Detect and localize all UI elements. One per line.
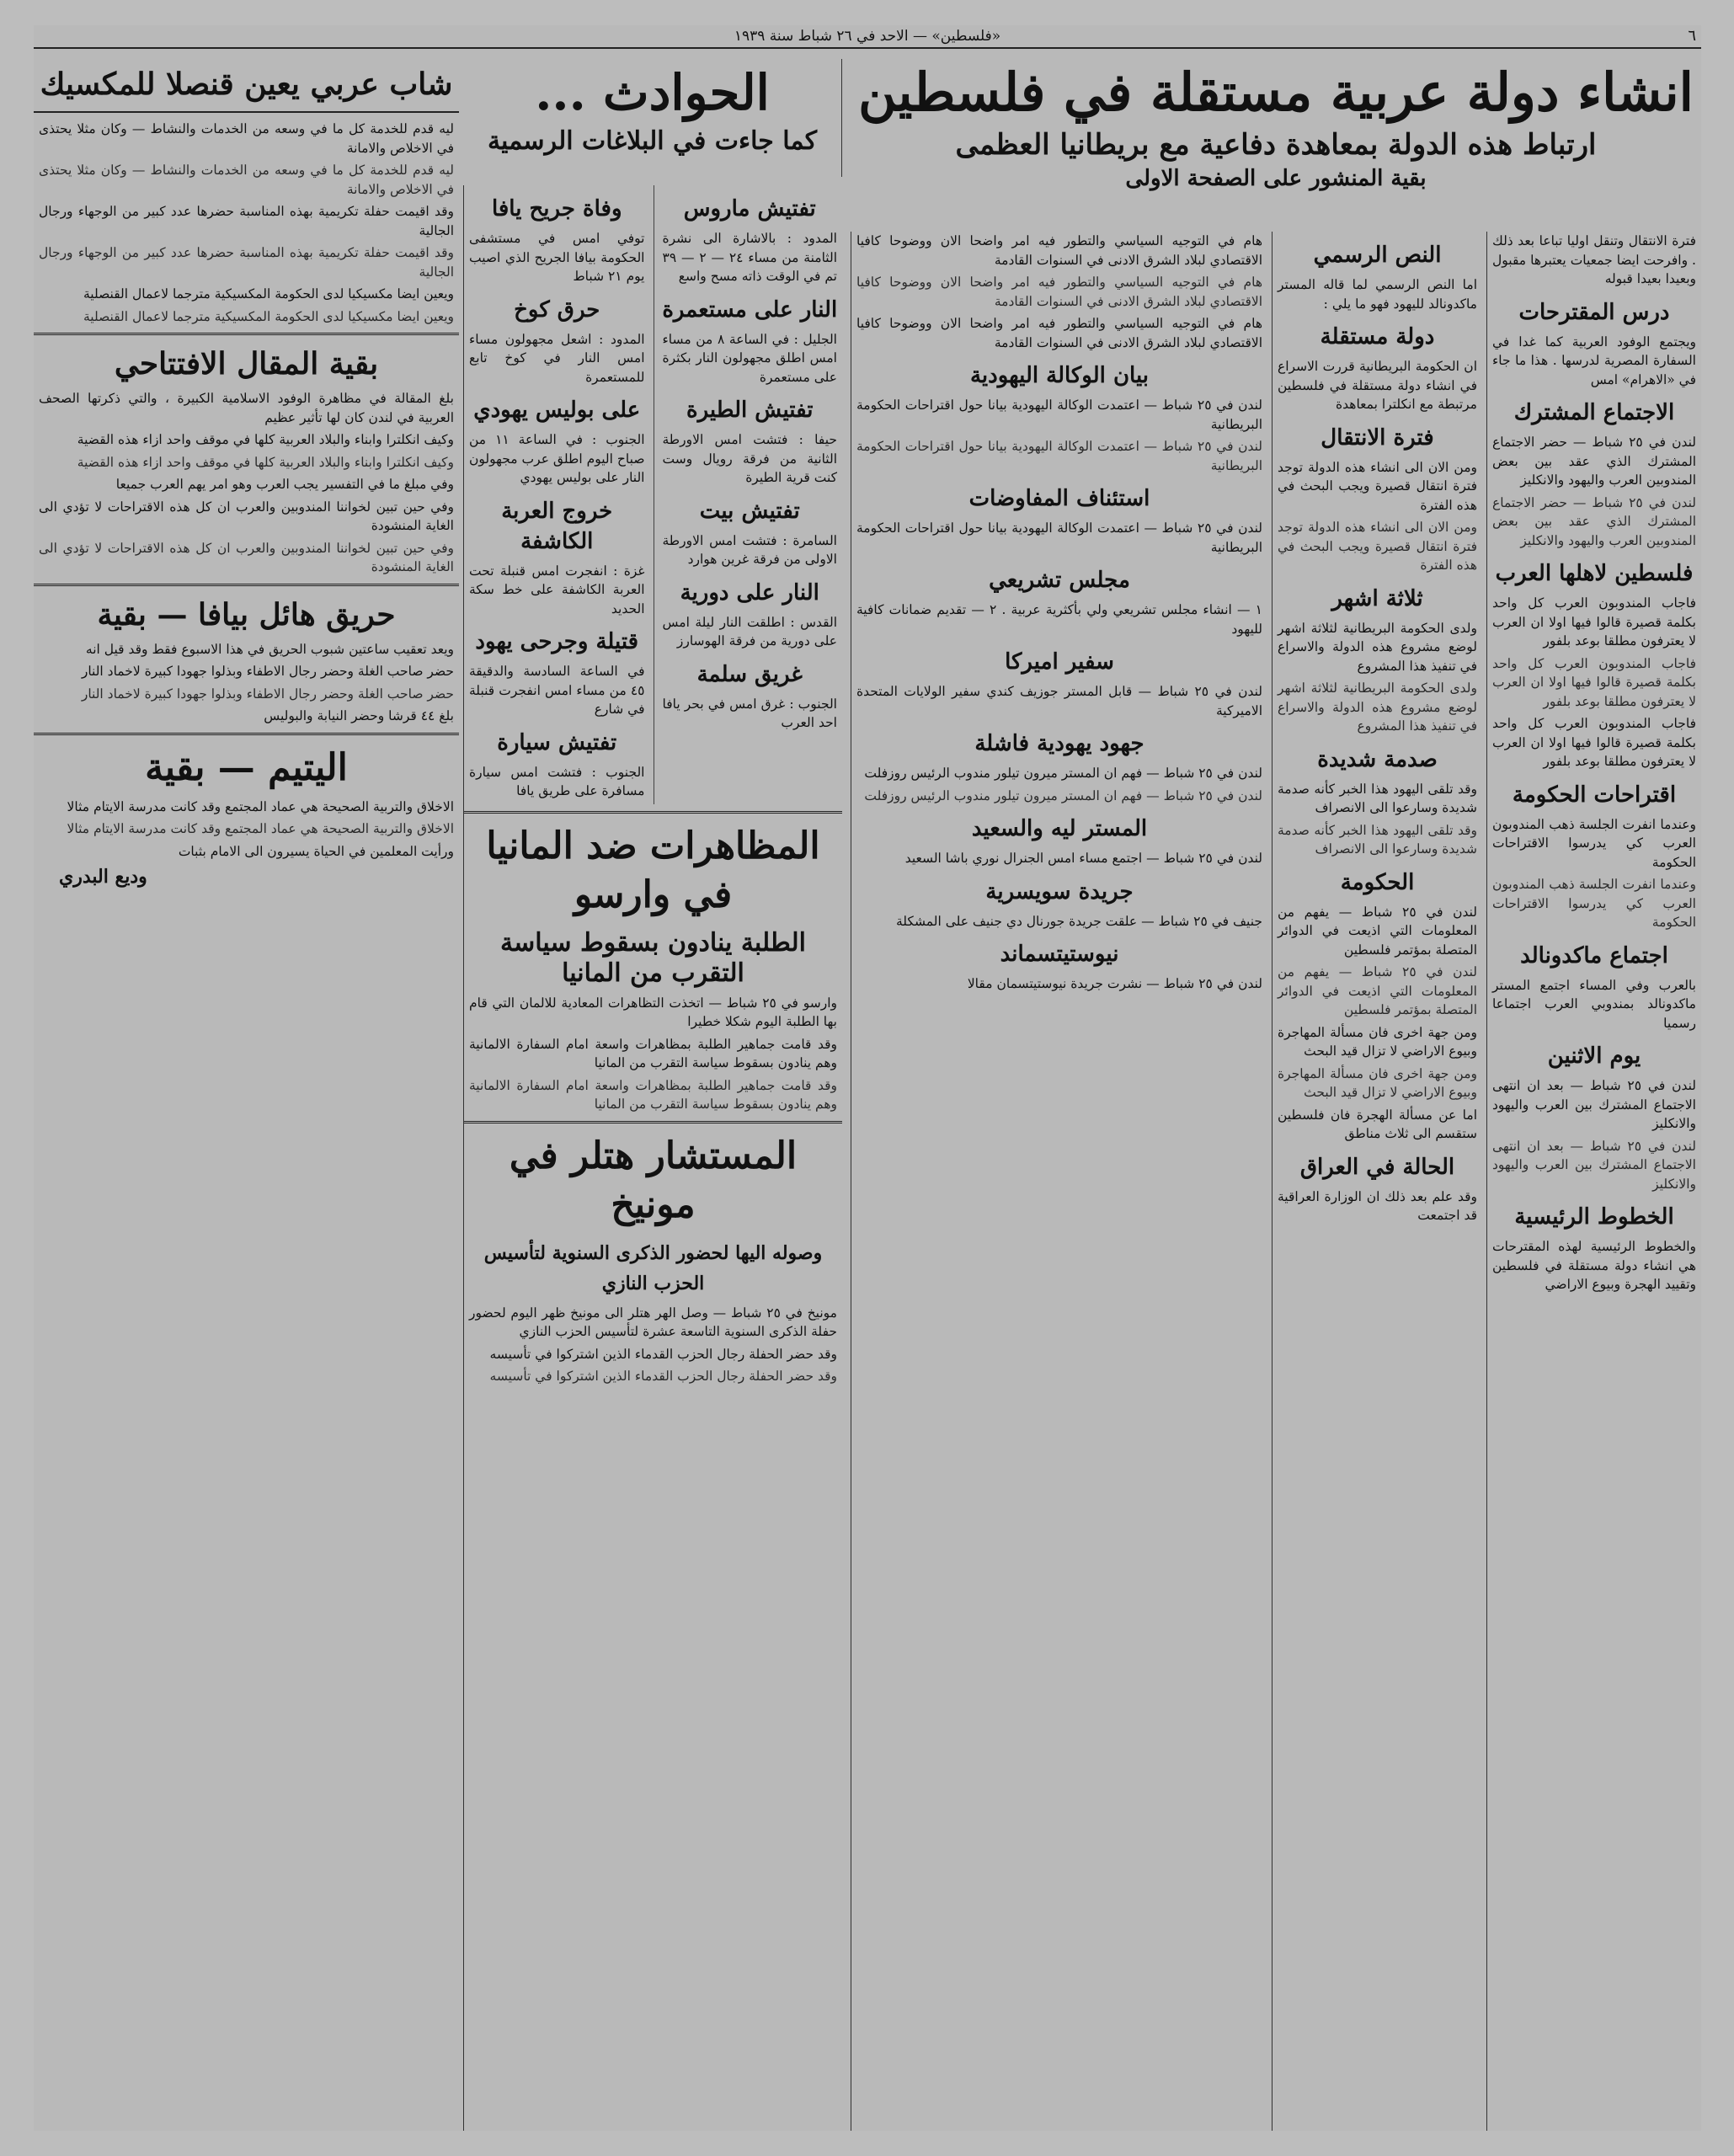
col2-heading-1: النص الرسمي — [1313, 243, 1442, 268]
events-right — [654, 185, 843, 804]
col1-p2: ويجتمع الوفود العربية كما غدا في السفارة المصرية لدرسها . هذا ما جاء في «الاهرام» امس — [1492, 334, 1696, 387]
col5-p2: وقد اقيمت حفلة تكريمية بهذه المناسبة حضرها عدد كبير من الوجهاء ورجال الجالية — [39, 204, 454, 238]
col5-p5b: وكيف انكلترا وابناء والبلاد العربية كلها في موقف واحد ازاء هذه القضية — [77, 454, 454, 470]
col4-heading-7: خروج العربة الكاشفة — [501, 498, 613, 554]
events-divider — [464, 811, 842, 814]
col1-p7: لندن في ٢٥ شباط — بعد ان انتهى الاجتماع المشترك بين العرب واليهود والانكليز — [1492, 1078, 1696, 1131]
col4-heading-12: غريق سلمة — [696, 661, 803, 687]
col2-heading-2: دولة مستقلة — [1320, 324, 1435, 350]
col1-p1: فترة الانتقال وتنقل اوليا تباعا بعد ذلك . وافرحت ايضا جمعيات يعتبرها مقبول وبعيدا بعيدا قبوله — [1492, 233, 1696, 286]
col1-heading-4: اقتراحات الحكومة — [1512, 782, 1677, 808]
col2-p7: ومن جهة اخرى فان مسألة المهاجرة وبيوع الاراضي لا تزال قيد البحث — [1278, 1024, 1477, 1059]
col1-p4c: فاجاب المندوبون العرب كل واحد بكلمة قصيرة قالوا فيها اولا ان العرب لا يعترفون مطلقا بوعد بلفور — [1492, 716, 1696, 769]
column-5 — [34, 54, 459, 2131]
col4-heading-15: المستشار هتلر في مونيخ — [509, 1134, 798, 1226]
column-1 — [1486, 232, 1701, 2131]
col3-p1b: هام في التوجيه السياسي والتطور فيه امر واضحا الان ووضوحا كافيا الاقتصادي لبلاد الشرق الادنى في السنوات القادمة — [856, 275, 1262, 309]
col5-p8: ويعد تعقيب ساعتين شبوب الحريق في هذا الاسبوع فقط وقد قيل انه — [85, 641, 454, 657]
col2-heading-6: الحكومة — [1340, 869, 1415, 895]
col1-heading-2: الاجتماع المشترك — [1513, 400, 1675, 425]
column-2 — [1272, 232, 1482, 2131]
col4-p8: السامرة : فتشت امس الاورطة الاولى من فرقة غرين هوارد — [662, 532, 837, 567]
col5-p11: الاخلاق والتربية الصحيحة هي عماد المجتمع وقد كانت مدرسة الايتام مثالا — [67, 798, 454, 814]
col3-heading-8: نيوستيتسماند — [1000, 942, 1119, 967]
col3-heading-4: سفير اميركا — [1005, 649, 1114, 675]
col4-p13: وارسو في ٢٥ شباط — اتخذت التظاهرات المعادية للالمان التي قام بها الطلبة اليوم شكلا خطيرا — [469, 995, 837, 1029]
events-two-col — [464, 185, 842, 804]
col5-p3b: ويعين ايضا مكسيكيا لدى الحكومة المكسيكية مترجما لاعمال القنصلية — [83, 308, 454, 324]
col5-p9: حضر صاحب الغلة وحضر رجال الاطفاء وبذلوا جهودا كبيرة لاخماد النار — [81, 664, 454, 679]
col4-heading-6: تفتيش الطيرة — [686, 398, 814, 423]
col4-heading-5: على بوليس يهودي — [473, 398, 641, 423]
col4-heading-13: المظاهرات ضد المانيا في وارسو — [486, 824, 820, 916]
col4-heading-3: حرق كوخ — [514, 296, 600, 323]
col1-p3: لندن في ٢٥ شباط — حضر الاجتماع المشترك الذي عقد بين بعض المندوبين العرب واليهود والانكليز — [1492, 435, 1696, 488]
col5-p11b: الاخلاق والتربية الصحيحة هي عماد المجتمع وقد كانت مدرسة الايتام مثالا — [67, 821, 454, 836]
lead-subtitle: ارتباط هذه الدولة بمعاهدة دفاعية مع بريطانيا العظمى — [955, 128, 1597, 162]
col4-heading-4: النار على مستعمرة — [662, 296, 838, 323]
col5-p12: ورأيت المعلمين في الحياة يسيرون الى الامام بثبات — [178, 843, 454, 859]
col2-p4: ولدى الحكومة البريطانية لثلاثة اشهر لوضع مشروع هذه الدولة والاسراع في تنفيذ هذا المشروع — [1278, 620, 1477, 674]
col3-heading-2: بيان الوكالة اليهودية — [969, 363, 1150, 388]
col2-p2: ان الحكومة البريطانية قررت الاسراع في انشاء دولة مستقلة في فلسطين مرتبطة مع انكلترا بمعاهدة — [1278, 359, 1477, 412]
col3-p3: ١ — انشاء مجلس تشريعي ولي بأكثرية عربية . ٢ — تقديم ضمانات كافية لليهود — [856, 602, 1262, 637]
col3-p8: لندن في ٢٥ شباط — نشرت جريدة نيوستيتسمان مقالا — [967, 976, 1262, 991]
col3-p5b: لندن في ٢٥ شباط — فهم ان المستر ميرون تيلور مندوب الرئيس روزفلت — [864, 787, 1262, 803]
col1-p7b: لندن في ٢٥ شباط — بعد ان انتهى الاجتماع المشترك بين العرب واليهود والانكليز — [1492, 1138, 1696, 1192]
col4-heading-10: النار على دورية — [680, 579, 819, 606]
col4-p2: توفي امس في مستشفى الحكومة بيافا الجريح الذي اصيب يوم ٢١ شباط — [469, 231, 645, 284]
newspaper-page — [34, 25, 1701, 2131]
col5-p7: وفي حين تبين لخواننا المندوبين والعرب ان كل هذه الاقتراحات لا تؤدي الى الغاية المنشودة — [39, 499, 454, 533]
col5-heading-3: اليتيم — بقية — [145, 745, 348, 789]
col1-heading-7: الخطوط الرئيسية — [1514, 1204, 1674, 1230]
col3-p5: لندن في ٢٥ شباط — فهم ان المستر ميرون تيلور مندوب الرئيس روزفلت — [864, 766, 1262, 781]
col4-p1: المدود : بالاشارة الى نشرة الثامنة من مساء ٢٤ — ٢ — ٣٩ تم في الوقت ذاته مسح واسع — [662, 231, 837, 284]
lead-headline-block — [851, 59, 1701, 227]
col4-p6: حيفا : فتشت امس الاورطة الثانية من فرقة رويال وست كنت قرية الطيرة — [662, 432, 837, 485]
column-4 — [463, 185, 842, 2131]
col5-p9b: حضر صاحب الغلة وحضر رجال الاطفاء وبذلوا جهودا كبيرة لاخماد النار — [81, 686, 454, 702]
col4-heading-11: تفتيش سيارة — [497, 729, 617, 755]
col3-heading-5: جهود يهودية فاشلة — [974, 731, 1144, 756]
dateline — [34, 25, 1701, 49]
col4-p9: في الساعة السادسة والدقيقة ٤٥ من مساء امس انفجرت قنبلة في شارع — [469, 664, 645, 717]
mexico-title: شاب عربي يعين قنصلا للمكسيك — [40, 67, 453, 102]
col3-heading-6: المستر ليه والسعيد — [971, 816, 1148, 841]
col1-heading-6: يوم الاثنين — [1547, 1043, 1641, 1069]
col1-p8: والخطوط الرئيسية لهذه المقترحات هي انشاء دولة مستقلة في فلسطين وتقييد الهجرة وبيوع الاراضي — [1492, 1239, 1696, 1292]
events-subtitle: كما جاءت في البلاغات الرسمية — [487, 126, 818, 156]
col3-heading-1: استئناف المفاوضات — [968, 486, 1150, 511]
col4-p10: القدس : اطلقت النار ليلة امس على دورية من فرقة الهوسارز — [662, 614, 837, 648]
col4-heading-16: وصوله اليها لحضور الذكرى السنوية لتأسيس الحزب النازي — [483, 1241, 823, 1294]
editorial-divider — [34, 333, 459, 335]
col3-heading-3: مجلس تشريعي — [989, 568, 1130, 593]
col3-p6: لندن في ٢٥ شباط — اجتمع مساء امس الجنرال نوري باشا السعيد — [904, 851, 1262, 866]
page-number: ٦ — [1688, 27, 1696, 45]
col3-p2c: لندن في ٢٥ شباط — اعتمدت الوكالة اليهودية بيانا حول اقتراحات الحكومة البريطانية — [856, 520, 1262, 555]
col5-p2b: وقد اقيمت حفلة تكريمية بهذه المناسبة حضرها عدد كبير من الوجهاء ورجال الجالية — [39, 245, 454, 280]
col4-heading-2: وفاة جريح يافا — [491, 196, 622, 221]
events-title: الحوادث ... — [535, 64, 770, 121]
col1-p5b: وعندما انفرت الجلسة ذهب المندوبون العرب كي يدرسوا الاقتراحات الحكومة — [1492, 877, 1696, 930]
col4-p3: المدود : اشعل مجهولون مساء امس النار في كوخ تابع للمستعمرة — [469, 331, 645, 385]
col2-heading-7: الحالة في العراق — [1299, 1154, 1455, 1180]
col4-p12: الجنوب : غرق امس في بحر يافا احد العرب — [662, 696, 837, 730]
col5-p3: ويعين ايضا مكسيكيا لدى الحكومة المكسيكية مترجما لاعمال القنصلية — [83, 286, 454, 302]
events-headline-block — [463, 59, 842, 177]
col2-p4b: ولدى الحكومة البريطانية لثلاثة اشهر لوضع مشروع هذه الدولة والاسراع في تنفيذ هذا المشروع — [1278, 680, 1477, 734]
author-signature: وديع البدري — [59, 866, 147, 888]
col2-p9: اما عن مسألة الهجرة فان فلسطين ستقسم الى ثلاث مناطق — [1278, 1107, 1477, 1141]
col2-heading-3: فترة الانتقال — [1321, 424, 1434, 451]
col3-p1: هام في التوجيه السياسي والتطور فيه امر واضحا الان ووضوحا كافيا الاقتصادي لبلاد الشرق الادنى في السنوات القادمة — [856, 233, 1262, 268]
col4-p5: الجنوب : في الساعة ١١ من صباح اليوم اطلق عرب مجهولون النار على بوليس يهودي — [469, 432, 645, 485]
col4-p11: الجنوب : فتشت امس سيارة مسافرة على طريق يافا — [469, 764, 645, 798]
col3-p4: لندن في ٢٥ شباط — قابل المستر جوزيف كندي سفير الولايات المتحدة الاميركية — [856, 684, 1263, 718]
col2-p6b: لندن في ٢٥ شباط — يفهم من المعلومات التي اذيعت في الدوائر المتصلة بمؤتمر فلسطين — [1278, 964, 1477, 1017]
column-3 — [851, 232, 1267, 2131]
col3-p7: جنيف في ٢٥ شباط — علقت جريدة جورنال دي جنيف على المشكلة — [895, 913, 1262, 929]
col5-p7b: وفي حين تبين لخواننا المندوبين والعرب ان كل هذه الاقتراحات لا تؤدي الى الغاية المنشودة — [39, 540, 454, 574]
col4-heading-1: تفتيش ماروس — [683, 196, 816, 221]
hitler-divider — [464, 1121, 842, 1123]
col1-p6: بالعرب وفي المساء اجتمع المستر ماكدونالد بمندوبي العرب اجتماعا رسميا — [1492, 977, 1696, 1031]
col3-p2b: لندن في ٢٥ شباط — اعتمدت الوكالة اليهودية بيانا حول اقتراحات الحكومة البريطانية — [856, 439, 1262, 473]
fire-divider — [34, 584, 459, 586]
col4-heading-9: قتيلة وجرحى يهود — [475, 629, 639, 654]
col4-p14b: وقد قامت جماهير الطلبة بمظاهرات واسعة امام السفارة الالمانية وهم ينادون بسقوط سياسة التقرب من المانيا — [469, 1077, 837, 1112]
col1-heading-1: درس المقترحات — [1518, 299, 1670, 325]
col2-p5b: وقد تلقى اليهود هذا الخبر كأنه صدمة شديدة وسارعوا الى الانصراف — [1278, 822, 1477, 857]
dateline-text: «فلسطين» — الاحد في ٢٦ شباط سنة ١٩٣٩ — [734, 28, 1001, 45]
col3-p2: لندن في ٢٥ شباط — اعتمدت الوكالة اليهودية بيانا حول اقتراحات الحكومة البريطانية — [856, 398, 1262, 432]
col5-p4: بلغ المقالة في مظاهرة الوفود الاسلامية الكبيرة ، والتي ذكرتها الصحف العربية في لندن كان لها تأثير عظيم — [39, 391, 454, 425]
col4-heading-8: تفتيش بيت — [699, 498, 800, 524]
col1-heading-5: اجتماع ماكدونالد — [1520, 942, 1668, 969]
col2-p6: لندن في ٢٥ شباط — يفهم من المعلومات التي اذيعت في الدوائر المتصلة بمؤتمر فلسطين — [1278, 904, 1477, 958]
col4-heading-14: الطلبة ينادون بسقوط سياسة التقرب من المانيا — [500, 927, 806, 988]
col2-heading-5: صدمة شديدة — [1317, 746, 1438, 772]
col5-p6: وفي مبلغ ما في التفسير يجب العرب وهو امر يهم العرب جميعا — [115, 477, 454, 492]
col2-p7b: ومن جهة اخرى فان مسألة المهاجرة وبيوع الاراضي لا تزال قيد البحث — [1278, 1065, 1477, 1100]
col1-p4: فاجاب المندوبون العرب كل واحد بكلمة قصيرة قالوا فيها اولا ان العرب لا يعترفون مطلقا بوعد بلفور — [1492, 595, 1696, 648]
col3-p1c: هام في التوجيه السياسي والتطور فيه امر واضحا الان ووضوحا كافيا الاقتصادي لبلاد الشرق الادنى في السنوات القادمة — [856, 316, 1262, 350]
col5-heading-1: بقية المقال الافتتاحي — [114, 346, 379, 382]
col4-p16b: وقد حضر الحفلة رجال الحزب القدماء الذين اشتركوا في تأسيسه — [489, 1369, 837, 1384]
col4-p7: غزة : انفجرت امس قنبلة تحت العربة الكاشفة على خط سكة الحديد — [469, 563, 645, 616]
col5-heading-2: حريق هائل بيافا — بقية — [97, 596, 396, 632]
col4-p14: وقد قامت جماهير الطلبة بمظاهرات واسعة امام السفارة الالمانية وهم ينادون بسقوط سياسة التقرب من المانيا — [469, 1036, 837, 1070]
lead-continued: بقية المنشور على الصفحة الاولى — [1125, 166, 1427, 191]
col1-p3b: لندن في ٢٥ شباط — حضر الاجتماع المشترك الذي عقد بين بعض المندوبين العرب واليهود والانكليز — [1492, 494, 1696, 548]
col2-p3b: ومن الان الى انشاء هذه الدولة توجد فترة انتقال قصيرة ويجب البحث في هذه الفترة — [1278, 520, 1477, 573]
col1-heading-3: فلسطين لاهلها العرب — [1495, 561, 1694, 586]
lead-title: انشاء دولة عربية مستقلة في فلسطين — [858, 61, 1694, 123]
col4-p16: وقد حضر الحفلة رجال الحزب القدماء الذين اشتركوا في تأسيسه — [489, 1346, 837, 1362]
col4-p4: الجليل : في الساعة ٨ من مساء امس اطلق مجهولون النار بكثرة على مستعمرة — [662, 331, 837, 385]
col5-p5: وكيف انكلترا وابناء والبلاد العربية كلها في موقف واحد ازاء هذه القضية — [77, 432, 454, 447]
col2-p3: ومن الان الى انشاء هذه الدولة توجد فترة انتقال قصيرة ويجب البحث في هذه الفترة — [1278, 459, 1477, 513]
col1-p5: وعندما انفرت الجلسة ذهب المندوبون العرب كي يدرسوا الاقتراحات الحكومة — [1492, 816, 1696, 870]
events-left — [464, 185, 654, 804]
mexico-rule — [34, 111, 459, 113]
col2-heading-4: ثلاثة اشهر — [1331, 585, 1423, 611]
col2-p8: وقد علم بعد ذلك ان الوزارة العراقية قد اجتمعت — [1278, 1188, 1477, 1223]
col4-p15: مونيخ في ٢٥ شباط — وصل الهر هتلر الى مونيخ ظهر اليوم لحضور حفلة الذكرى السنوية التاسعة عشرة لتأسيس الحزب النازي — [469, 1305, 837, 1339]
col1-p4b: فاجاب المندوبون العرب كل واحد بكلمة قصيرة قالوا فيها اولا ان العرب لا يعترفون مطلقا بوعد بلفور — [1492, 655, 1696, 709]
orphan-divider — [34, 733, 459, 735]
col3-heading-7: جريدة سويسرية — [985, 878, 1134, 905]
col5-p10: بلغ ٤٤ قرشا وحضر النيابة والبوليس — [264, 708, 454, 723]
col5-p1: ليه قدم للخدمة كل ما في وسعه من الخدمات والنشاط — وكان مثلا يحتذى في الاخلاص والامانة — [39, 121, 454, 156]
col2-p5: وقد تلقى اليهود هذا الخبر كأنه صدمة شديدة وسارعوا الى الانصراف — [1278, 781, 1477, 815]
col2-p1: اما النص الرسمي لما قاله المستر ماكدونالد لليهود فهو ما يلي : — [1278, 277, 1477, 312]
col5-p1b: ليه قدم للخدمة كل ما في وسعه من الخدمات والنشاط — وكان مثلا يحتذى في الاخلاص والامانة — [39, 163, 454, 197]
